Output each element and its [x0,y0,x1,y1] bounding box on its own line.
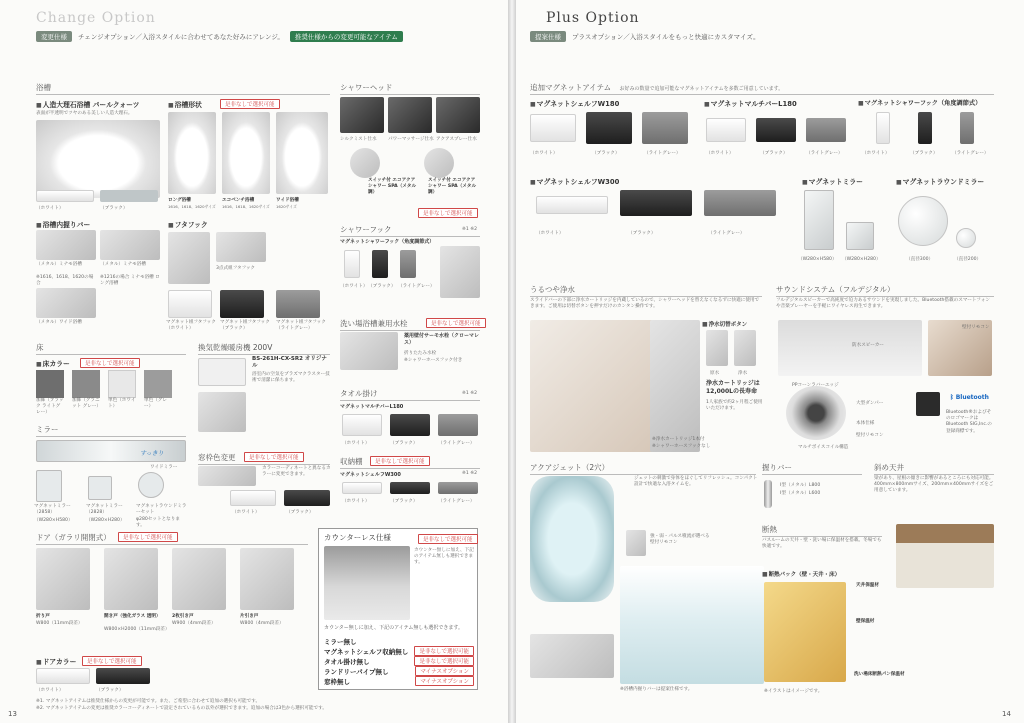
counterless-title: カウンターレス仕様 [324,533,391,542]
subtitle: チェンジオプション／入浴スタイルに合わせてあなた好みにアレンジ。 [78,33,284,41]
towel-title: マグネットマルチバーL180 [340,404,404,410]
slope-section: 斜め天井 [874,462,994,475]
insulation-illustration [764,582,846,682]
door-color-white [36,668,90,684]
jet-label: 強・弱・パルス噴流が選べる壁付リモコン [650,534,710,546]
category-chip: 提案仕様 [530,31,566,42]
door-name-4: 片引き戸 [240,614,259,619]
shape-size-2: 1616、1618、1620サイズ [222,204,270,209]
window-cap-1: （ホワイト） [232,510,260,515]
round-mirror-large [898,196,948,246]
shape-name-2: エコベンチ浴槽 [222,198,255,203]
page-title: Change Option [36,10,156,26]
door-color-title: ■ ドアカラー [36,656,76,666]
window-desc: カラーコーディネートと異なるカラーに変更できます。 [262,466,331,478]
mirror-round [138,472,164,498]
sound-section: サウンドシステム（フルデジタル） [776,284,994,297]
water-button-photo-2 [734,330,756,366]
window-white [230,490,276,506]
door-size-4: W800（4mm段差） [240,621,284,626]
faucet-photo [340,332,398,370]
jet-note: ※浴槽内握りバーは提案仕様です。 [620,687,693,692]
insulation-section: 断熱 [762,524,882,537]
spa-label-1: スイッチ付 エコアクアシャワー SPA（メタル調） [368,178,417,196]
shape-size-3: 1620サイズ [276,204,297,209]
jet-desc: ジェットの刺激で身体をほぐしてリフレッシュ。コンパクト設計で快適な入浴タイムを。 [634,476,758,488]
row-label: タオル掛け無し [324,657,370,666]
shower-type-2: パワーマッサージ仕水 [388,137,434,142]
grip-photo-1 [36,230,96,260]
marble-title: ■ 人造大理石浴槽 パールクォーツ [36,99,139,109]
shelf300-w [536,196,608,214]
mirror-section: ミラー [36,424,186,437]
hook-three-label: 3点式組フタフック [216,266,256,271]
grip-note-1: ※1616、1618、1620の場合 [36,275,94,287]
book-spine [508,0,516,723]
sound-label-pp: PPコーンラバーエッジ [792,383,839,388]
insulation-pack: ■ 断熱パック（壁・天井・床） [762,570,840,578]
marble-black-cap: （ブラック） [100,206,128,211]
wide-mirror-label: ワイドミラー [150,465,178,470]
towel-g [438,414,478,436]
door-color-cap-2: （ブラック） [96,688,124,693]
shower-hook-cap-1: （ホワイト） [340,284,368,289]
floor-name: 加飾（ブラック ライトグレー） [36,398,64,416]
round-mirror-title: ■ マグネットラウンドミラー [896,176,984,186]
page-number: 14 [1002,710,1011,718]
floor-swatch [72,370,100,398]
row-tag: マイナスオプション [415,666,474,676]
counterless-rows [324,636,474,686]
shower-type-photo-2 [388,97,432,133]
speaker-diagram [786,386,846,440]
wide-tub-photo [276,112,328,194]
dryer-model: BS-261H-CX-SR2 オリジナル [252,356,327,370]
window-photo [198,466,256,486]
floor-item[interactable] [72,370,100,417]
shower-hook-cap-3: （ライトグレー） [398,284,435,289]
door-photo-3 [172,548,226,610]
shower-type-3: アクアスプレー仕水 [436,137,477,142]
magnet-mirror-tall [804,190,834,250]
grip-cap-1: （メタル）ミナモ浴槽 [36,262,82,267]
door-size-2: W800×H2000（11mm段差） [104,627,170,632]
hook-b [372,250,388,278]
floor-name: 単色（ホワイト） [108,398,136,410]
shower-type-photo-3 [436,97,480,133]
counterless-desc: カウンター無しに加え、下記のアイテム無しも選択できます。 [324,625,464,631]
towel-b [390,414,430,436]
sound-label-remote2: 壁付リモコン [856,433,884,438]
floor-item[interactable] [144,370,172,417]
insulation-note: ※イラストはイメージです。 [764,689,823,694]
counterless-row [324,636,474,646]
sound-label-coil: マルチボイスコイル構造 [798,445,849,450]
shelf180-cap-1: （ホワイト） [530,151,558,156]
long-tub-photo [168,112,216,194]
bluetooth-note: Bluetooth®およびそのロゴマークは Bluetooth SIG,Inc.の登録商標です。 [946,410,992,434]
grip-photo-2 [100,230,160,260]
mirror-2828 [88,476,112,500]
shelf180-g [642,112,688,144]
highlight-chip: 推奨仕様からの変更可能なアイテム [290,31,403,42]
row-label: マグネットシェルフ収納無し [324,647,409,656]
water-note-1: ※浄水カートリッジ1本付 [652,437,705,442]
shape-size-1: 1616、1618、1620サイズ [168,204,216,209]
counterless-row [324,676,474,686]
door-color-cap-1: （ホワイト） [36,688,64,693]
water-model-photo [530,320,656,452]
shower-hook-note: ※1 ※2 [462,227,478,232]
floor-item[interactable] [108,370,136,417]
showerhook-title: ■ マグネットシャワーフック（角度調節式） [858,98,981,107]
towel-cap-2: （ブラック） [390,441,418,446]
round-mirror-small [956,228,976,248]
door-name-1: 折り戸 [36,614,50,619]
shape-badge: 是非なしで選択可能 [220,99,280,109]
round-mirror-cap-2: （直径200） [954,257,982,262]
shelf300-g [704,190,776,216]
gripbar-section: 握りバー [762,462,862,475]
footnote-2: ※2. マグネットアイテムの変更は推奨カラーコーディネートで設定されているもの以外が選択できます。追加の場合は3色から選択可能です。 [36,706,327,711]
sound-desc: フルデジタルスピーカーで高純度で迫力あるサウンドを実現しました。Bluetooth搭載のスマートフォンや音楽プレーヤーを手軽にワイヤレス再生できます。 [776,298,990,310]
hook-g [400,250,416,278]
showerhook-w [876,112,890,144]
shelf300-cap-3: （ライトグレー） [708,231,745,236]
door-color-badge: 是非なしで選択可能 [82,656,142,666]
floor-badge: 是非なしで選択可能 [80,358,140,368]
magnet-section-title: 追加マグネットアイテム [530,83,612,92]
shower-head-badge: 是非なしで選択可能 [418,208,478,218]
marble-white-cap: （ホワイト） [36,206,64,211]
floor-swatch [36,370,64,398]
window-black [284,490,330,506]
magnet-section [530,82,994,95]
gripbar-item-1: I型（メタル）L800 [780,483,821,488]
faucet-name: 薬用壁付サーモ水栓（クローマレス） [404,333,480,346]
shower-head-section: シャワーヘッド [340,82,480,95]
jet-bath-photo [620,566,764,684]
showerhook-cap-1: （ホワイト） [862,151,890,156]
magnet-desc: お好みの数量で追加可能なマグネットアイテムを多数ご用意しています。 [619,86,784,92]
water-button-photo-1 [706,330,728,366]
magnet-mirror-cap-1: （W280×H580） [798,257,837,262]
water-bar-photo [650,320,700,452]
floor-swatch [144,370,172,398]
shelf300-b [620,190,692,216]
multibar-title: ■ マグネットマルチバーL180 [704,98,797,108]
row-label: ランドリーパイプ無し [324,667,389,676]
shower-hook-cap-2: （ブラック） [368,284,396,289]
bluetooth-icon: ᛒ Bluetooth [950,394,989,401]
water-section: うるつや浄水 [530,284,762,297]
water-note-2: ※シャワーホースフックなし [652,444,711,449]
multibar-g [806,118,846,142]
water-cartridge-desc: 1人家族で約2ヶ月程ご使用いただけます。 [706,400,763,412]
faucet-note: ※シャワーホースフック付き [404,358,463,363]
window-badge: 是非なしで選択可能 [244,452,304,462]
gripbar-item-2: I型（メタル）L600 [780,491,821,496]
floor-swatches [36,370,172,417]
storage-cap-1: （ホワイト） [342,499,370,504]
page-number: 13 [8,710,17,718]
mirror-size-1: （W280×H580） [34,518,73,523]
window-cap-2: （ブラック） [286,510,314,515]
storage-w [342,482,382,494]
mirror-name-3: マグネットラウンドミラーセット [136,504,187,516]
hook-photo [440,246,480,298]
water-cap-2: 浄水 [738,371,748,376]
counterless-side-text: カウンター無しに加え、下記のアイテム無しも選択できます。 [414,548,474,566]
floor-item[interactable] [36,370,64,417]
insulation-label-2: 壁保温材 [856,619,875,624]
marble-white-swatch [36,190,94,202]
jet-section: アクアジェット（2穴） [530,462,756,475]
storage-section: 収納棚 [340,456,480,469]
row-tag: 是非なしで選択可能 [414,646,474,656]
multibar-cap-1: （ホワイト） [706,151,734,156]
right-page [516,0,1024,723]
grip-note-2: ※1216の場合 ミナモ浴槽 ロング浴槽 [100,275,160,287]
marble-photo [36,120,160,198]
door-color-black [96,668,150,684]
marble-desc: 表面が半透明でツヤのある美しい人造大理石。 [36,111,133,116]
sound-label-spec: 本体仕様 [856,421,875,426]
shelf180-cap-2: （ブラック） [592,151,620,156]
insulation-label-1: 天井保温材 [856,583,879,588]
jet-tub-photo [530,476,614,602]
gripbar-photo [764,480,772,508]
header-row [530,31,760,42]
floor-title: ■ 床カラー [36,358,70,368]
remote-photo [916,392,940,416]
page-title: Plus Option [546,10,640,26]
shelf180-b [586,112,632,144]
sound-label-speaker: 防水スピーカー [852,343,884,348]
counterless-row [324,656,474,666]
dryer-photo [198,358,246,386]
floor-name: 加飾（グラニット グレー） [72,398,102,410]
grip-photo-3 [36,288,96,318]
hook-gray [276,290,320,318]
shelf300-cap-1: （ホワイト） [536,231,564,236]
insulation-label-3: 洗い場床断熱パン保温材 [854,672,905,677]
magnet-mirror-title: ■ マグネットミラー [802,176,863,186]
dryer-remote-photo [198,392,246,432]
storage-title: マグネットシェルフW300 [340,472,401,478]
mirror-size-3: φ280セットとなります。 [136,517,180,529]
shelf300-title: ■ マグネットシェルフW300 [530,176,619,186]
shelf180-title: ■ マグネットシェルフW180 [530,98,619,108]
shape-name-1: ロング浴槽 [168,198,191,203]
faucet-section: 洗い場浴槽兼用水栓 [340,318,480,331]
storage-badge: 是非なしで選択可能 [370,456,430,466]
shower-hook-section: シャワーフック [340,224,480,237]
magnet-mirror-square [846,222,874,250]
sound-label-damper: 大型ダンパー [856,401,884,406]
faucet-badge: 是非なしで選択可能 [426,318,486,328]
storage-note: ※1 ※2 [462,471,478,476]
floor-swatch [108,370,136,398]
faucet-desc: 折りたたみ水栓 [404,351,437,356]
jet-nozzle-photo [530,634,614,678]
hook-w [344,250,360,278]
shelf300-cap-2: （ブラック） [628,231,656,236]
storage-cap-3: （ライトグレー） [438,499,475,504]
hook-cap-1: マグネット組フタフック（ホワイト） [166,320,216,332]
grip-title: ■ 浴槽内握りバー [36,219,90,229]
spa-head-2 [424,148,454,178]
hook-photo-three [216,232,266,262]
towel-section: タオル掛け [340,388,480,401]
mirror-logo: すっきり [140,450,164,457]
shape-title: ■ 浴槽形状 [168,99,202,109]
subtitle: プラスオプション／入浴スタイルをもっと快適にカスタマイズ。 [572,33,760,41]
dryer-desc: 浴室内の空気をプラズマクラスター技術で清潔に保ちます。 [252,372,330,384]
counterless-row [324,666,474,676]
shape-name-3: ワイド浴槽 [276,198,299,203]
door-name-3: 2枚引き戸 [172,614,194,619]
door-size-3: W900（4mm段差） [172,621,216,626]
category-chip: 変更仕様 [36,31,72,42]
mirror-name-1: マグネットミラー（2858） [34,504,71,516]
counterless-row [324,646,474,656]
water-button-label: ■ 浄水切替ボタン [702,320,747,328]
door-photo-1 [36,548,90,610]
multibar-cap-2: （ブラック） [760,151,788,156]
door-photo-2 [104,548,158,610]
row-label: 窓枠無し [324,677,350,686]
towel-cap-3: （ライトグレー） [438,441,475,446]
water-cartridge: 浄水カートリッジは 12,000Lの長寿命 [706,380,760,396]
marble-black-swatch [100,190,158,202]
spa-label-2: スイッチ付 エコアクアシャワー SPA（メタル調） [428,178,477,196]
sound-label-remote: 壁付リモコン [962,325,990,330]
floor-section: 床 [36,342,186,355]
counterless-badge: 是非なしで選択可能 [418,534,478,544]
showerhook-cap-2: （ブラック） [910,151,938,156]
water-desc: スライドバーの下部に浄水カートリッジを内蔵しているので、シャワーヘッドを替えなくなるずに快適に使用できます。ご使用は切替ボタンを押すだけのカンタン操作です。 [530,298,760,310]
door-photo-4 [240,548,294,610]
insulation-desc: バスルームの天井・壁・洗い場に保温材を搭載。冬場でも快適です。 [762,538,882,550]
water-cap-1: 原水 [710,371,720,376]
multibar-w [706,118,746,142]
magnet-hook-title: マグネットシャワーフック（角度調節式） [340,239,435,245]
jet-remote-photo [626,530,646,556]
magnet-mirror-cap-2: （W280×H280） [842,257,881,262]
multibar-cap-3: （ライトグレー） [806,151,843,156]
storage-b [390,482,430,494]
eco-tub-photo [222,112,270,194]
showerhook-cap-3: （ライトグレー） [952,151,989,156]
slope-photo [896,524,994,588]
shower-type-photo-1 [340,97,384,133]
left-page [0,0,508,723]
grip-cap-3: （メタル）ワイド浴槽 [36,320,82,325]
hook-photo-main [168,232,210,284]
storage-g [438,482,478,494]
footnote-1: ※1. マグネットアイテムは推奨仕様からの変更が可能です。また、ご希望に合わせて追加の選択も可能です。 [36,699,261,704]
door-name-2: 開き戸（強化ガラス 透明） [104,614,161,619]
hook-title: ■ フタフック [168,219,208,229]
slope-desc: 梁があり、屋根の傾きに影響があるところにも対応可能。400mm×800mmサイズ、200mm×400mmサイズをご用意しています。 [874,476,994,494]
dryer-title: 換気乾燥暖房機 200V [198,342,330,355]
window-section: 窓枠色変更 [198,452,330,465]
towel-note: ※1 ※2 [462,391,478,396]
row-tag: 是非なしで選択可能 [414,656,474,666]
bath-section: 浴槽 [36,82,330,95]
towel-w [342,414,382,436]
hook-cap-2: マグネット組フタフック（ブラック） [220,320,270,332]
mirror-size-2: （W280×H280） [86,518,125,523]
grip-cap-2: （メタル）ミナモ浴槽 [100,262,146,267]
hook-white [168,290,212,318]
row-label: ミラー無し [324,637,357,646]
showerhook-g [960,112,974,144]
row-tag: マイナスオプション [415,676,474,686]
spa-head-1 [350,148,380,178]
mirror-name-2: マグネットミラー（2828） [86,504,123,516]
door-section: ドア（ガラリ開閉式） [36,532,308,545]
header-row [36,31,403,42]
hook-black [220,290,264,318]
storage-cap-2: （ブラック） [390,499,418,504]
mirror-2858 [36,470,62,502]
multibar-b [756,118,796,142]
sound-ceiling-photo [778,320,922,376]
round-mirror-cap-1: （直径300） [906,257,934,262]
shower-type-1: シルクミスト仕水 [340,137,377,142]
hook-cap-3: マグネット組フタフック（ライトグレー） [276,320,326,332]
floor-name: 単色（グレー） [144,398,167,410]
shelf180-w [530,114,576,142]
shelf180-cap-3: （ライトグレー） [644,151,681,156]
counterless-photo [324,546,410,620]
showerhook-b [918,112,932,144]
door-badge: 是非なしで選択可能 [118,532,178,542]
towel-cap-1: （ホワイト） [342,441,370,446]
door-size-1: W800（11mm段差） [36,621,83,626]
